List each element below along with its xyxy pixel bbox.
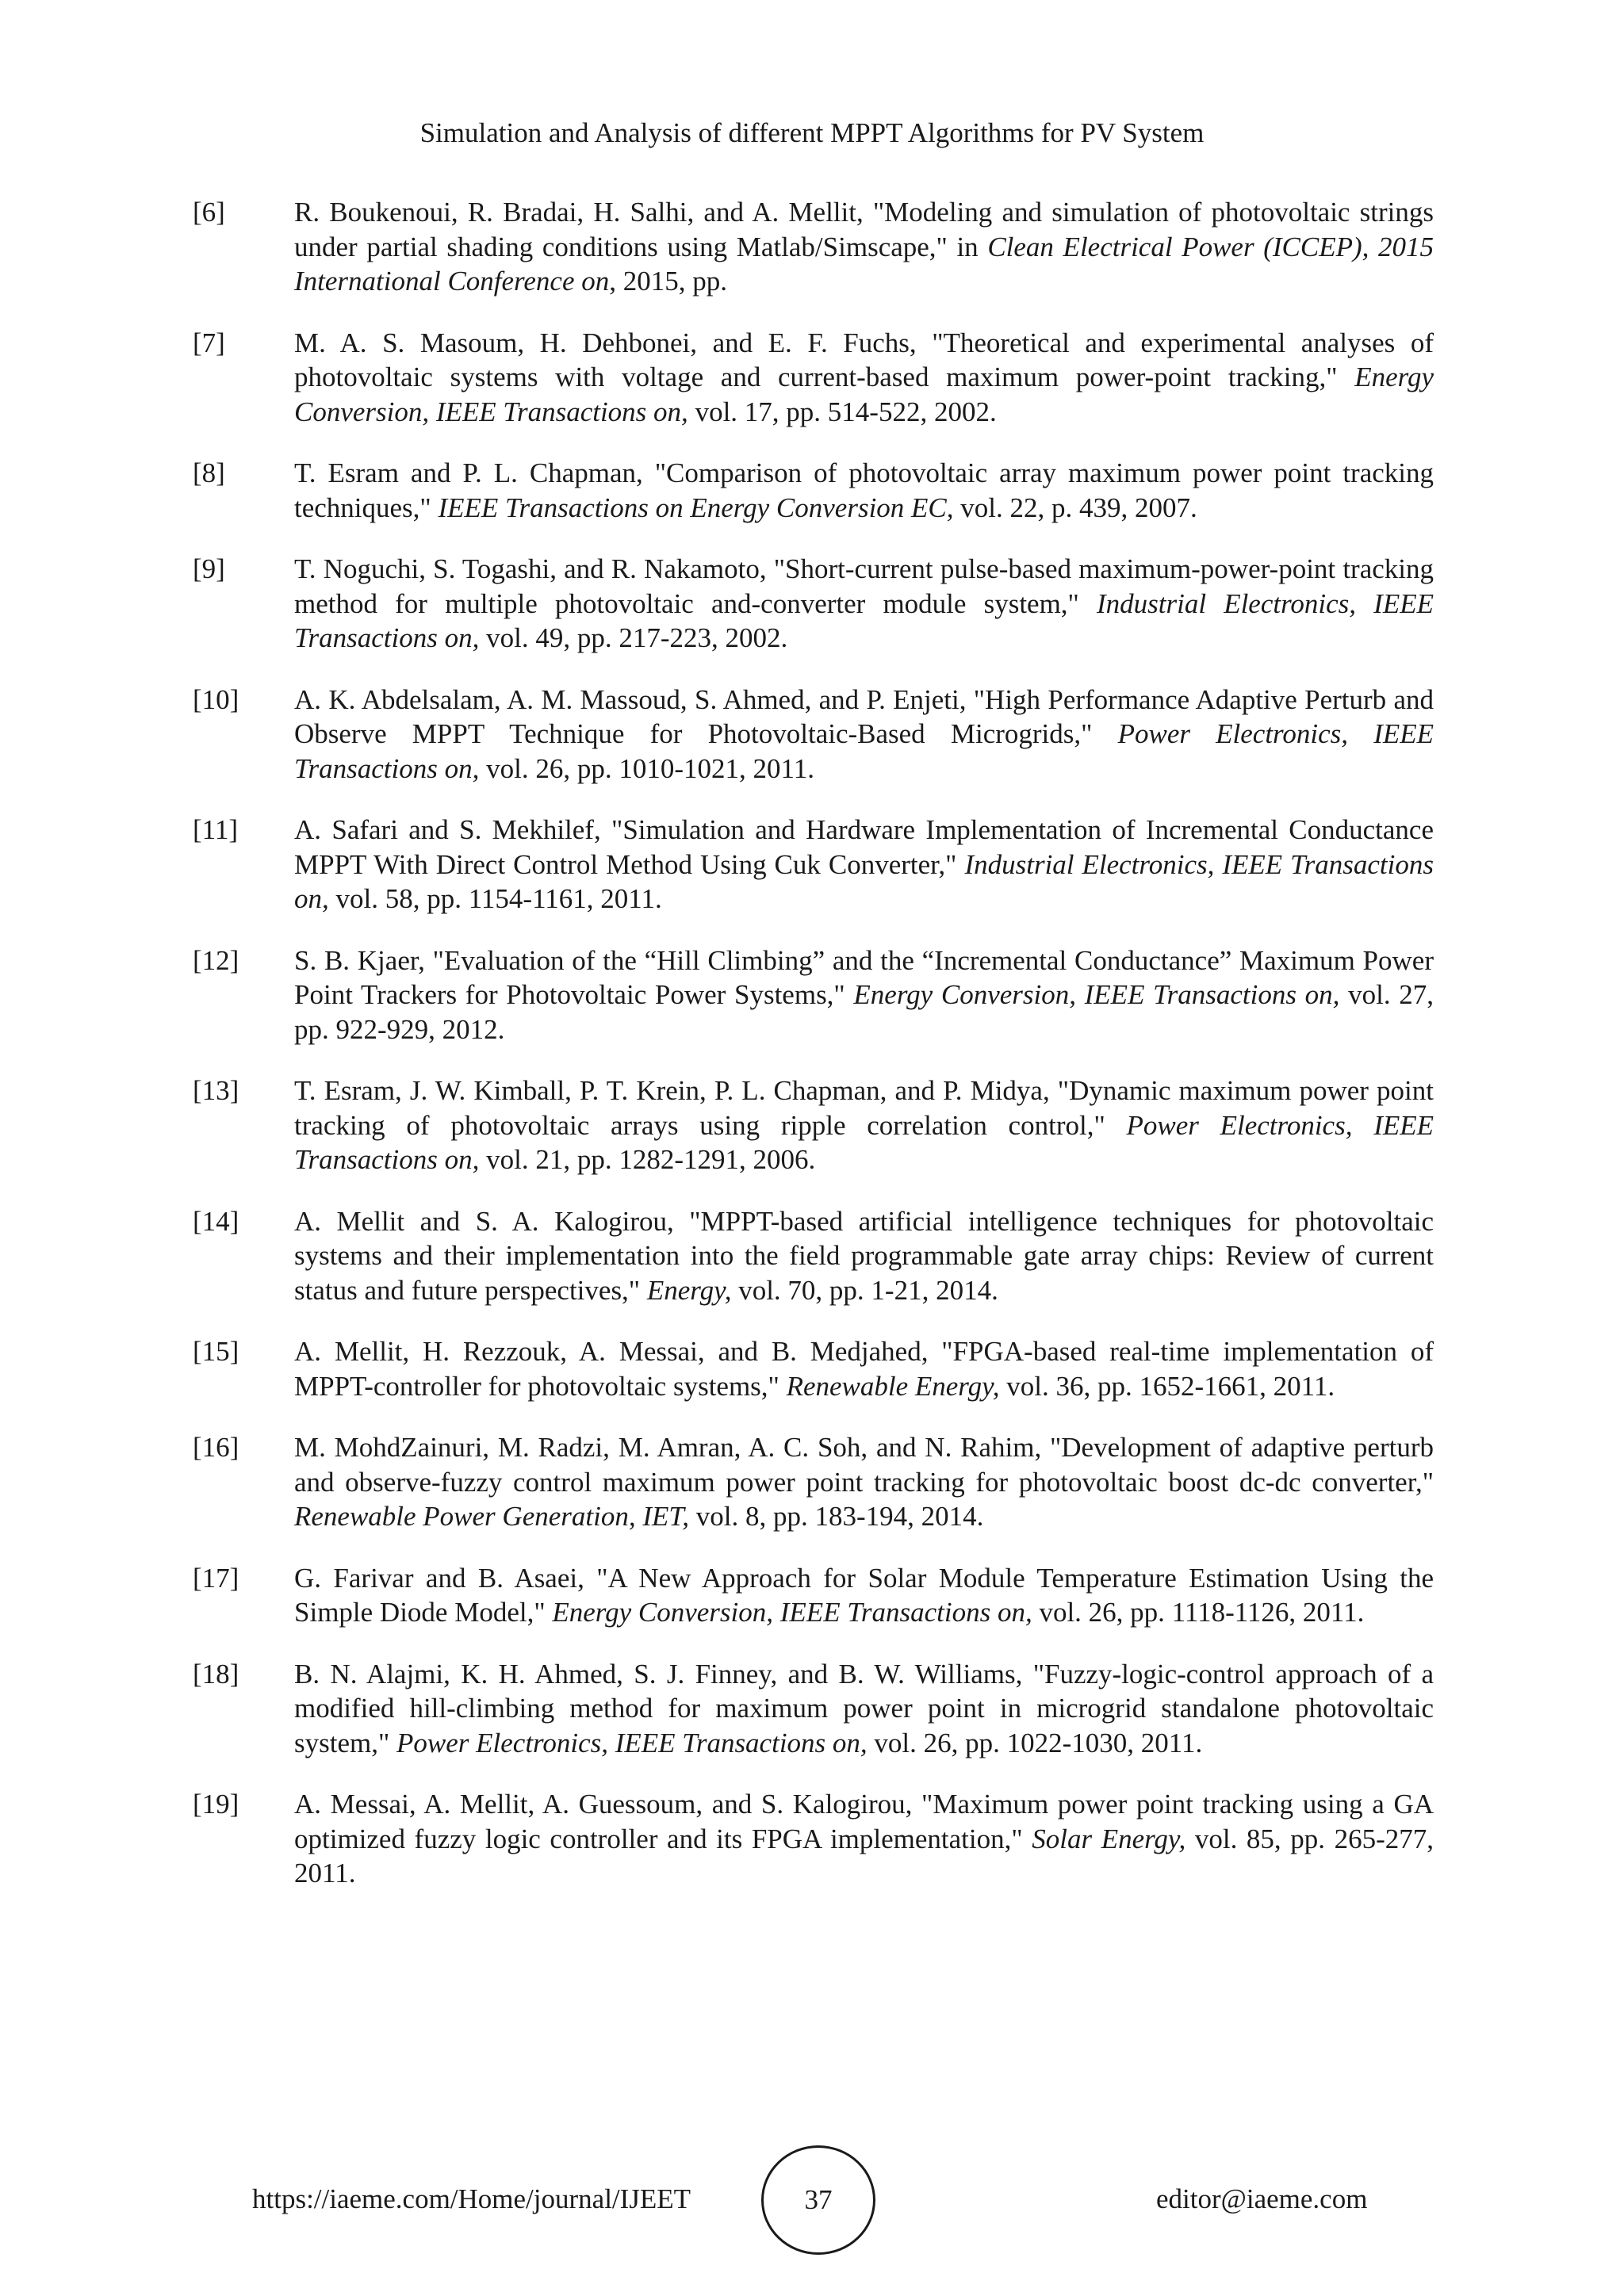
reference-details: vol. 22, p. 439, 2007. [953, 492, 1197, 523]
reference-item-15 [193, 1334, 1434, 1403]
editor-email-link[interactable]: editor@iaeme.com [1156, 2183, 1368, 2214]
reference-text [294, 1073, 1434, 1177]
reference-list [193, 195, 1434, 1918]
reference-venue: Power Electronics, IEEE Transactions on, [396, 1727, 868, 1758]
reference-number: [9] [193, 553, 225, 584]
reference-number: [11] [193, 814, 239, 845]
reference-item-9 [193, 552, 1434, 656]
reference-item-6 [193, 195, 1434, 299]
reference-text [294, 552, 1434, 656]
reference-text [294, 1561, 1434, 1630]
reference-authors-title: A. K. Abdelsalam, A. M. Massoud, S. Ahmed, and P. Enjeti, "High Performance Adaptive Perturb and Observe MPPT Technique for Photovoltaic-Based Microgrids," [294, 683, 1434, 749]
reference-venue: Power Electronics, IEEE Transactions on, [294, 718, 1434, 784]
reference-venue: IEEE Transactions on Energy Conversion EC, [438, 492, 954, 523]
reference-number: [7] [193, 327, 225, 358]
journal-url-link[interactable]: https://iaeme.com/Home/journal/IJEET [252, 2183, 691, 2214]
reference-venue: Renewable Energy, [786, 1370, 1000, 1402]
reference-text [294, 683, 1434, 786]
reference-authors-title: T. Esram and P. L. Chapman, "Comparison of photovoltaic array maximum power point tracking techniques," [294, 457, 1434, 523]
page-footer [0, 2145, 1624, 2256]
reference-venue: Energy Conversion, IEEE Transactions on, [853, 979, 1340, 1010]
reference-details: vol. 70, pp. 1-21, 2014. [731, 1274, 998, 1306]
reference-authors-title: T. Esram, J. W. Kimball, P. T. Krein, P. L. Chapman, and P. Midya, "Dynamic maximum power point tracking of photovoltaic arrays using ripple correlation control," [294, 1075, 1434, 1141]
reference-venue: Energy Conversion, IEEE Transactions on, [552, 1597, 1032, 1628]
reference-authors-title: M. A. S. Masoum, H. Dehbonei, and E. F. Fuchs, "Theoretical and experimental analyses of photovoltaic systems with voltage and current-based maximum power-point tracking," [294, 327, 1434, 392]
reference-authors-title: A. Messai, A. Mellit, A. Guessoum, and S. Kalogirou, "Maximum power point tracking using a GA optimized fuzzy logic controller and its FPGA implementation," [294, 1789, 1434, 1854]
reference-number: [8] [193, 457, 225, 488]
reference-number: [6] [193, 197, 225, 228]
reference-text [294, 1657, 1434, 1761]
reference-details: vol. 26, pp. 1022-1030, 2011. [867, 1727, 1203, 1758]
reference-item-16 [193, 1430, 1434, 1534]
reference-item-12 [193, 943, 1434, 1047]
reference-number: [17] [193, 1562, 239, 1594]
reference-details: vol. 85, pp. 265-277, 2011. [294, 1823, 1434, 1888]
reference-details: , 2015, pp. [609, 266, 727, 297]
reference-authors-title: S. B. Kjaer, "Evaluation of the “Hill Climbing” and the “Incremental Conductance” Maximum Power Point Trackers for Photovoltaic Power Systems," [294, 944, 1434, 1010]
reference-number: [18] [193, 1658, 239, 1689]
reference-details: vol. 36, pp. 1652-1661, 2011. [999, 1370, 1335, 1402]
running-header: Simulation and Analysis of different MPPT Algorithms for PV System [419, 117, 1205, 148]
reference-text [294, 943, 1434, 1047]
reference-details: vol. 49, pp. 217-223, 2002. [479, 622, 788, 653]
reference-text [294, 813, 1434, 916]
reference-authors-title: A. Mellit, H. Rezzouk, A. Messai, and B. Medjahed, "FPGA-based real-time implementation of MPPT-controller for photovoltaic systems," [294, 1336, 1434, 1402]
reference-details: vol. 27, pp. 922-929, 2012. [294, 979, 1434, 1045]
reference-number: [16] [193, 1432, 239, 1463]
reference-item-19 [193, 1787, 1434, 1891]
reference-text [294, 1204, 1434, 1308]
reference-venue: Energy Conversion, IEEE Transactions on, [294, 362, 1434, 427]
reference-authors-title: A. Safari and S. Mekhilef, "Simulation and Hardware Implementation of Incremental Conductance MPPT With Direct Control Method Using Cuk Converter," [294, 814, 1434, 880]
reference-venue: Power Electronics, IEEE Transactions on, [294, 1109, 1434, 1175]
reference-number: [15] [193, 1336, 239, 1367]
reference-item-17 [193, 1561, 1434, 1630]
reference-venue: Energy, [646, 1274, 732, 1306]
reference-venue: Clean Electrical Power (ICCEP), 2015 International Conference on [294, 231, 1434, 297]
reference-text [294, 1430, 1434, 1534]
reference-details: vol. 26, pp. 1010-1021, 2011. [479, 752, 814, 784]
reference-text [294, 456, 1434, 525]
reference-item-14 [193, 1204, 1434, 1308]
reference-text [294, 195, 1434, 299]
reference-authors-title: T. Noguchi, S. Togashi, and R. Nakamoto, "Short-current pulse-based maximum-power-point tracking method for multiple photovoltaic and-converter module system," [294, 553, 1434, 619]
reference-venue: Industrial Electronics, IEEE Transactions on, [294, 848, 1434, 914]
page-number: 37 [761, 2145, 875, 2255]
reference-details: vol. 8, pp. 183-194, 2014. [689, 1501, 984, 1532]
reference-details: vol. 26, pp. 1118-1126, 2011. [1032, 1597, 1365, 1628]
reference-text [294, 1334, 1434, 1403]
reference-venue: Renewable Power Generation, IET, [294, 1501, 689, 1532]
reference-venue: Solar Energy, [1032, 1823, 1186, 1854]
reference-number: [13] [193, 1075, 239, 1106]
reference-venue: Industrial Electronics, IEEE Transactions on, [294, 587, 1434, 653]
reference-item-13 [193, 1073, 1434, 1177]
reference-item-8 [193, 456, 1434, 525]
reference-number: [14] [193, 1205, 239, 1237]
reference-text [294, 326, 1434, 430]
reference-details: vol. 21, pp. 1282-1291, 2006. [479, 1144, 816, 1175]
reference-text [294, 1787, 1434, 1891]
reference-authors-title: A. Mellit and S. A. Kalogirou, "MPPT-based artificial intelligence techniques for photovoltaic systems and their implementation into the field programmable gate array chips: Review of current status and future perspectives," [294, 1205, 1434, 1306]
reference-item-11 [193, 813, 1434, 916]
reference-authors-title: M. MohdZainuri, M. Radzi, M. Amran, A. C. Soh, and N. Rahim, "Development of adaptive perturb and observe-fuzzy control maximum power point tracking for photovoltaic boost dc-dc converter," [294, 1432, 1434, 1498]
reference-details: vol. 58, pp. 1154-1161, 2011. [328, 883, 662, 914]
reference-item-18 [193, 1657, 1434, 1761]
reference-number: [10] [193, 683, 239, 715]
reference-number: [12] [193, 944, 239, 976]
reference-item-10 [193, 683, 1434, 786]
reference-authors-title: B. N. Alajmi, K. H. Ahmed, S. J. Finney, and B. W. Williams, "Fuzzy-logic-control approach of a modified hill-climbing method for maximum power point in microgrid standalone photovoltaic system," [294, 1658, 1434, 1758]
reference-item-7 [193, 326, 1434, 430]
reference-details: vol. 17, pp. 514-522, 2002. [688, 396, 997, 427]
reference-authors-title: G. Farivar and B. Asaei, "A New Approach for Solar Module Temperature Estimation Using the Simple Diode Model," [294, 1562, 1434, 1628]
reference-authors-title: R. Boukenoui, R. Bradai, H. Salhi, and A. Mellit, "Modeling and simulation of photovoltaic strings under partial shading conditions using Matlab/Simscape," in [294, 197, 1434, 262]
reference-number: [19] [193, 1789, 239, 1820]
